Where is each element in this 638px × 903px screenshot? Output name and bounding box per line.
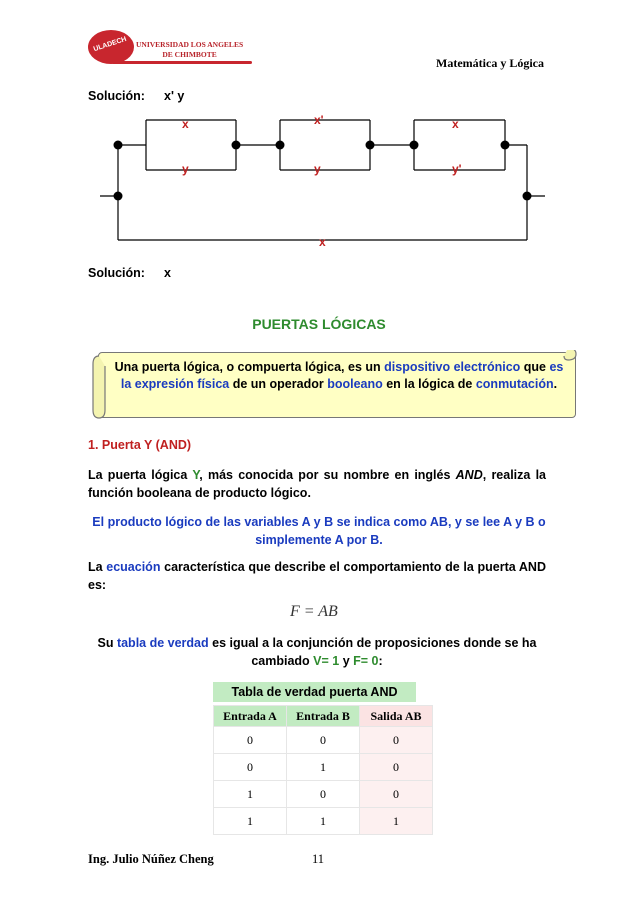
column-header: Entrada A — [214, 706, 287, 727]
circuit-node — [114, 141, 123, 150]
solution-value: x — [164, 266, 171, 280]
switch-circuit-diagram — [80, 105, 560, 250]
logo-swoosh — [112, 61, 252, 64]
switch-label: y' — [452, 162, 462, 176]
and-equation: F = AB — [290, 603, 338, 620]
university-logo-badge: ULADECH — [88, 30, 134, 64]
solution-label: Solución: — [88, 89, 145, 103]
and-gate-intro: La puerta lógica Y, más conocida por su nombre en inglés AND, realiza la función booleana de producto lógico. — [88, 468, 546, 500]
circuit-node — [232, 141, 241, 150]
table-cell: 1 — [214, 781, 287, 808]
switch-label: x' — [314, 113, 324, 127]
footer-author: Ing. Julio Núñez Cheng — [88, 852, 214, 866]
column-header: Entrada B — [287, 706, 360, 727]
table-row — [214, 727, 433, 754]
switch-label: x — [319, 235, 326, 249]
table-cell: 0 — [214, 727, 287, 754]
solution-label: Solución: — [88, 266, 145, 280]
definition-text: Una puerta lógica, o compuerta lógica, es un dispositivo electrónico que es la expresión física de un operador booleano en la lógica de conmutación. — [114, 360, 564, 391]
table-cell: 0 — [287, 727, 360, 754]
section-title: PUERTAS LÓGICAS — [252, 316, 386, 332]
page-number: 11 — [312, 852, 325, 866]
switch-label: y — [314, 162, 321, 176]
circuit-node — [114, 192, 123, 201]
table-row — [214, 754, 433, 781]
table-cell: 1 — [287, 754, 360, 781]
solution-value: x' y — [164, 89, 185, 103]
table-header-row — [214, 706, 433, 727]
table-cell: 1 — [360, 808, 433, 835]
course-title: Matemática y Lógica — [436, 56, 544, 70]
table-row — [214, 808, 433, 835]
truth-table-title: Tabla de verdad puerta AND — [213, 682, 416, 702]
logical-product-note: El producto lógico de las variables A y B se indica como AB, y se lee A y B o simplemente A por B. — [92, 515, 546, 547]
table-cell: 0 — [360, 781, 433, 808]
switch-label: y — [182, 162, 189, 176]
switch-label: x — [452, 117, 459, 131]
table-cell: 0 — [360, 754, 433, 781]
column-header: Salida AB — [360, 706, 433, 727]
table-cell: 1 — [287, 808, 360, 835]
circuit-node — [523, 192, 532, 201]
switch-label: x — [182, 117, 189, 131]
circuit-node — [501, 141, 510, 150]
circuit-node — [366, 141, 375, 150]
table-cell: 0 — [214, 754, 287, 781]
circuit-node — [276, 141, 285, 150]
table-cell: 0 — [360, 727, 433, 754]
table-cell: 0 — [287, 781, 360, 808]
truth-table-intro: Su tabla de verdad es igual a la conjunción de proposiciones donde se ha cambiado V= 1 y F= 0: — [97, 636, 537, 668]
and-truth-table — [213, 705, 433, 835]
table-row — [214, 781, 433, 808]
table-cell: 1 — [214, 808, 287, 835]
circuit-node — [410, 141, 419, 150]
university-logo-text: UNIVERSIDAD LOS ANGELES DE CHIMBOTE — [136, 40, 244, 59]
subsection-title: 1. Puerta Y (AND) — [88, 438, 192, 452]
equation-intro: La ecuación característica que describe el comportamiento de la puerta AND es: — [88, 560, 546, 592]
